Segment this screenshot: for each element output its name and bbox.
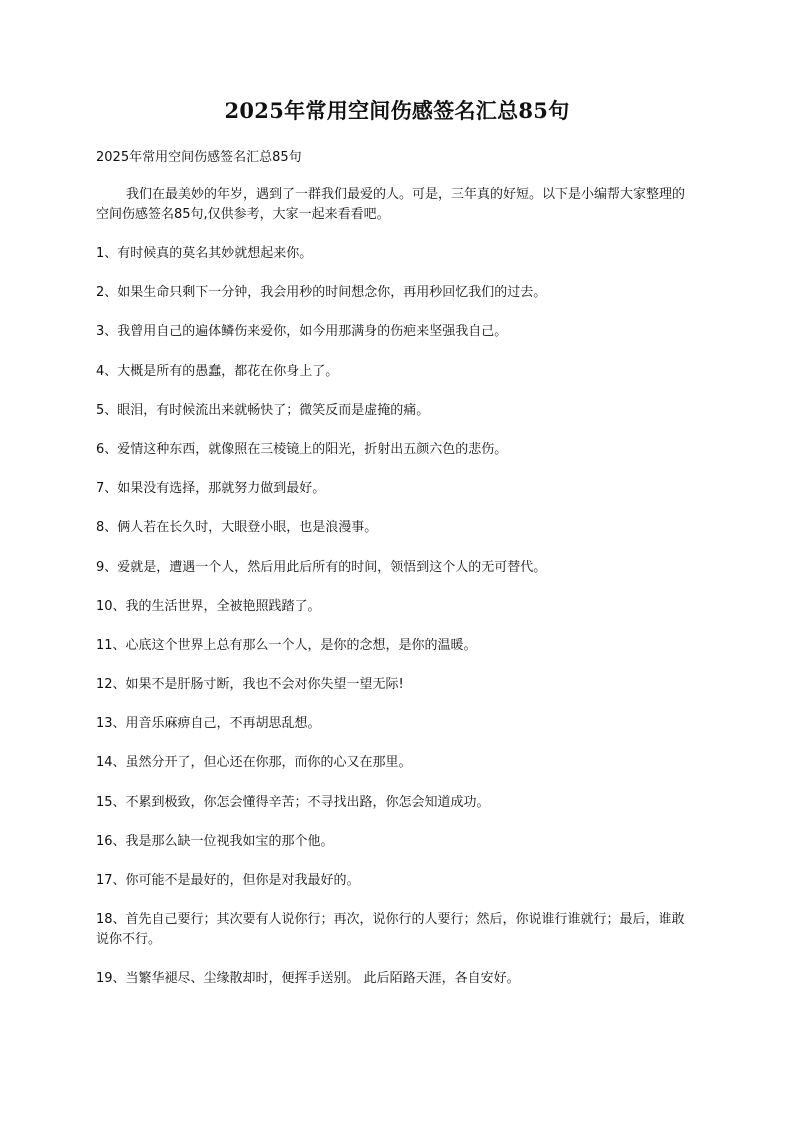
list-item: 7、如果没有选择，那就努力做到最好。 [96,481,326,497]
list-item: 13、用音乐麻痹自己，不再胡思乱想。 [96,716,321,732]
list-item: 19、当繁华褪尽、尘缘散却时，便挥手送别。 此后陌路天涯，各自安好。 [96,971,520,987]
list-item: 9、爱就是，遭遇一个人，然后用此后所有的时间，领悟到这个人的无可替代。 [96,559,547,575]
list-item: 10、我的生活世界，全被艳照践踏了。 [96,598,321,614]
list-item: 11、心底这个世界上总有那么一个人，是你的念想，是你的温暖。 [96,637,477,653]
list-item: 6、爱情这种东西，就像照在三棱镜上的阳光，折射出五颜六色的悲伤。 [96,441,508,457]
signature-list [96,244,696,1009]
document-title: 2025年常用空间伤感签名汇总85句 [224,98,570,123]
intro-paragraph: 我们在最美妙的年岁，遇到了一群我们最爱的人。可是，三年真的好短。以下是小编帮大家整理的空间伤感签名85句,仅供参考，大家一起来看看吧。 [96,187,686,222]
list-item: 4、大概是所有的愚蠢，都花在你身上了。 [96,363,339,379]
list-item: 3、我曾用自己的遍体鳞伤来爱你，如今用那满身的伤疤来坚强我自己。 [96,324,508,340]
list-item: 2、如果生命只剩下一分钟，我会用秒的时间想念你，再用秒回忆我们的过去。 [96,285,547,301]
list-item: 8、俩人若在长久时，大眼登小眼，也是浪漫事。 [96,520,378,536]
list-item: 12、如果不是肝肠寸断，我也不会对你失望一望无际! [96,677,404,693]
list-item: 5、眼泪，有时候流出来就畅快了；微笑反而是虚掩的痛。 [96,402,430,418]
document-subtitle: 2025年常用空间伤感签名汇总85句 [96,150,302,165]
list-item: 1、有时候真的莫名其妙就想起来你。 [96,246,313,261]
list-item: 14、虽然分开了，但心还在你那，而你的心又在那里。 [96,755,412,771]
list-item: 18、首先自己要行；其次要有人说你行；再次，说你行的人要行；然后，你说谁行谁就行；最后，谁敢说你不行。 [96,912,685,948]
list-item: 16、我是那么缺一位视我如宝的那个他。 [96,833,334,849]
list-item: 17、你可能不是最好的，但你是对我最好的。 [96,873,360,888]
list-item: 15、不累到极致，你怎会懂得辛苦；不寻找出路，你怎会知道成功。 [96,794,490,810]
